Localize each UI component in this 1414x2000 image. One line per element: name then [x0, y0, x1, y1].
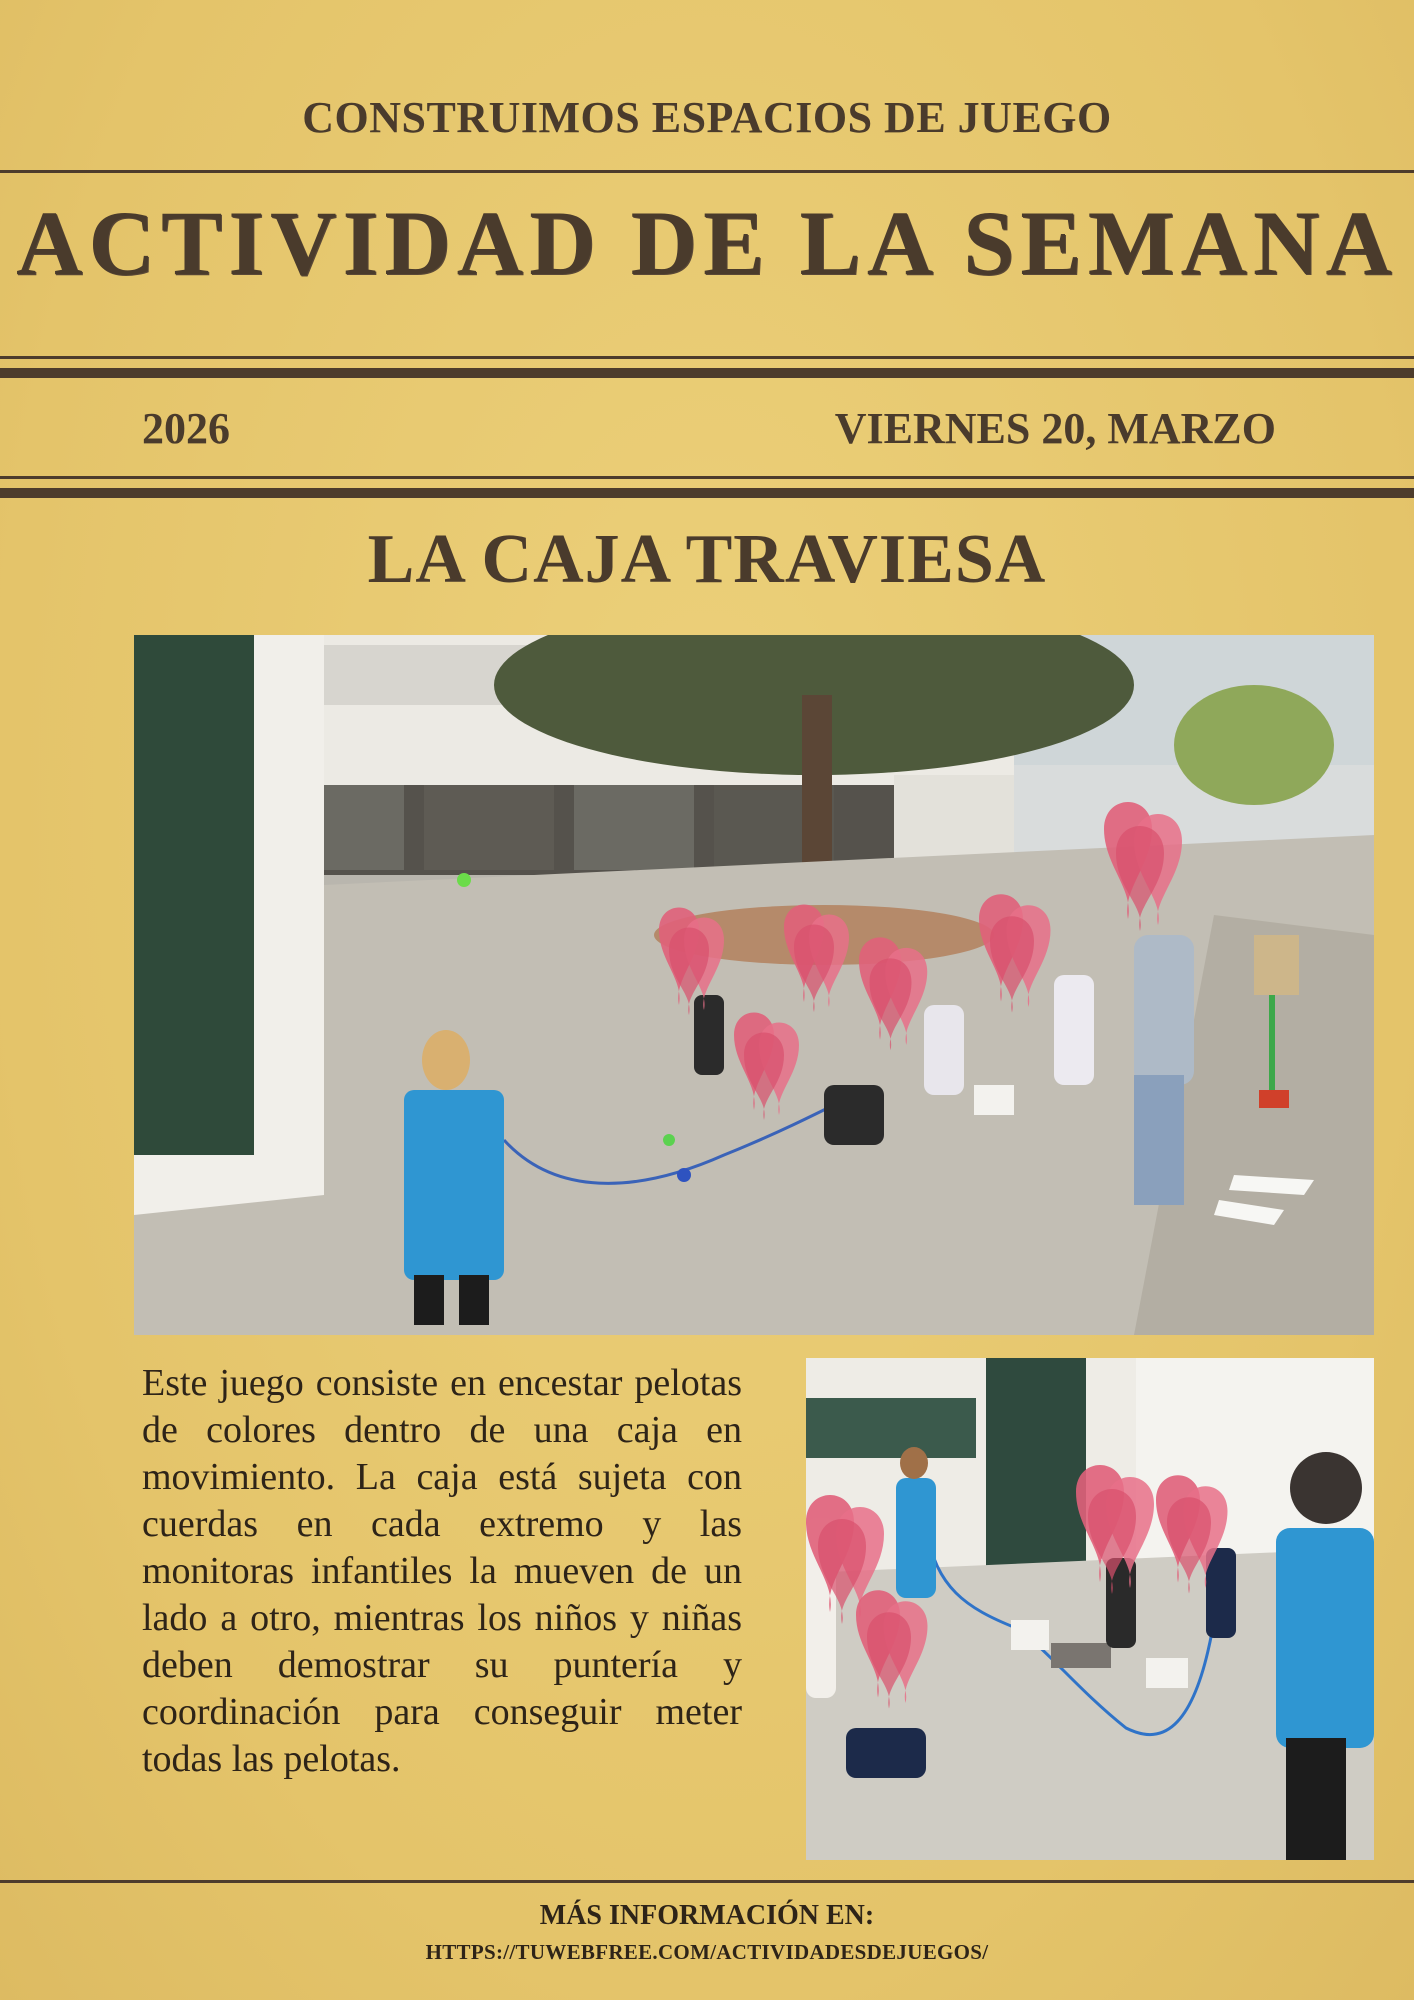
secondary-photo [806, 1358, 1374, 1860]
divider-rule-thick [0, 368, 1414, 378]
footer-label: MÁS INFORMACIÓN EN: [539, 1900, 875, 1931]
divider-rule [0, 1880, 1414, 1883]
divider-rule [0, 356, 1414, 359]
headline: ACTIVIDAD DE LA SEMANA [16, 192, 1398, 294]
divider-rule-thick [0, 488, 1414, 498]
dateline-date: VIERNES 20, MARZO [834, 404, 1276, 453]
divider-rule [0, 170, 1414, 173]
article-body: Este juego consiste en encestar pelotas de colores dentro de una caja en movimiento. La caja está sujeta con cuerdas en cada extremo y las monitoras infantiles la mueven de un lado a otro, mientras los niños y niñas deben demostrar su puntería y coordinación para conseguir meter todas las pelotas. [142, 1362, 742, 1780]
main-photo [134, 635, 1374, 1335]
article-title: LA CAJA TRAVIESA [367, 521, 1047, 598]
dateline-year: 2026 [142, 404, 230, 453]
divider-rule [0, 476, 1414, 479]
supertitle: CONSTRUIMOS ESPACIOS DE JUEGO [302, 93, 1112, 142]
footer-url-link[interactable]: HTTPS://TUWEBFREE.COM/ACTIVIDADESDEJUEGOS/ [425, 1940, 989, 1964]
